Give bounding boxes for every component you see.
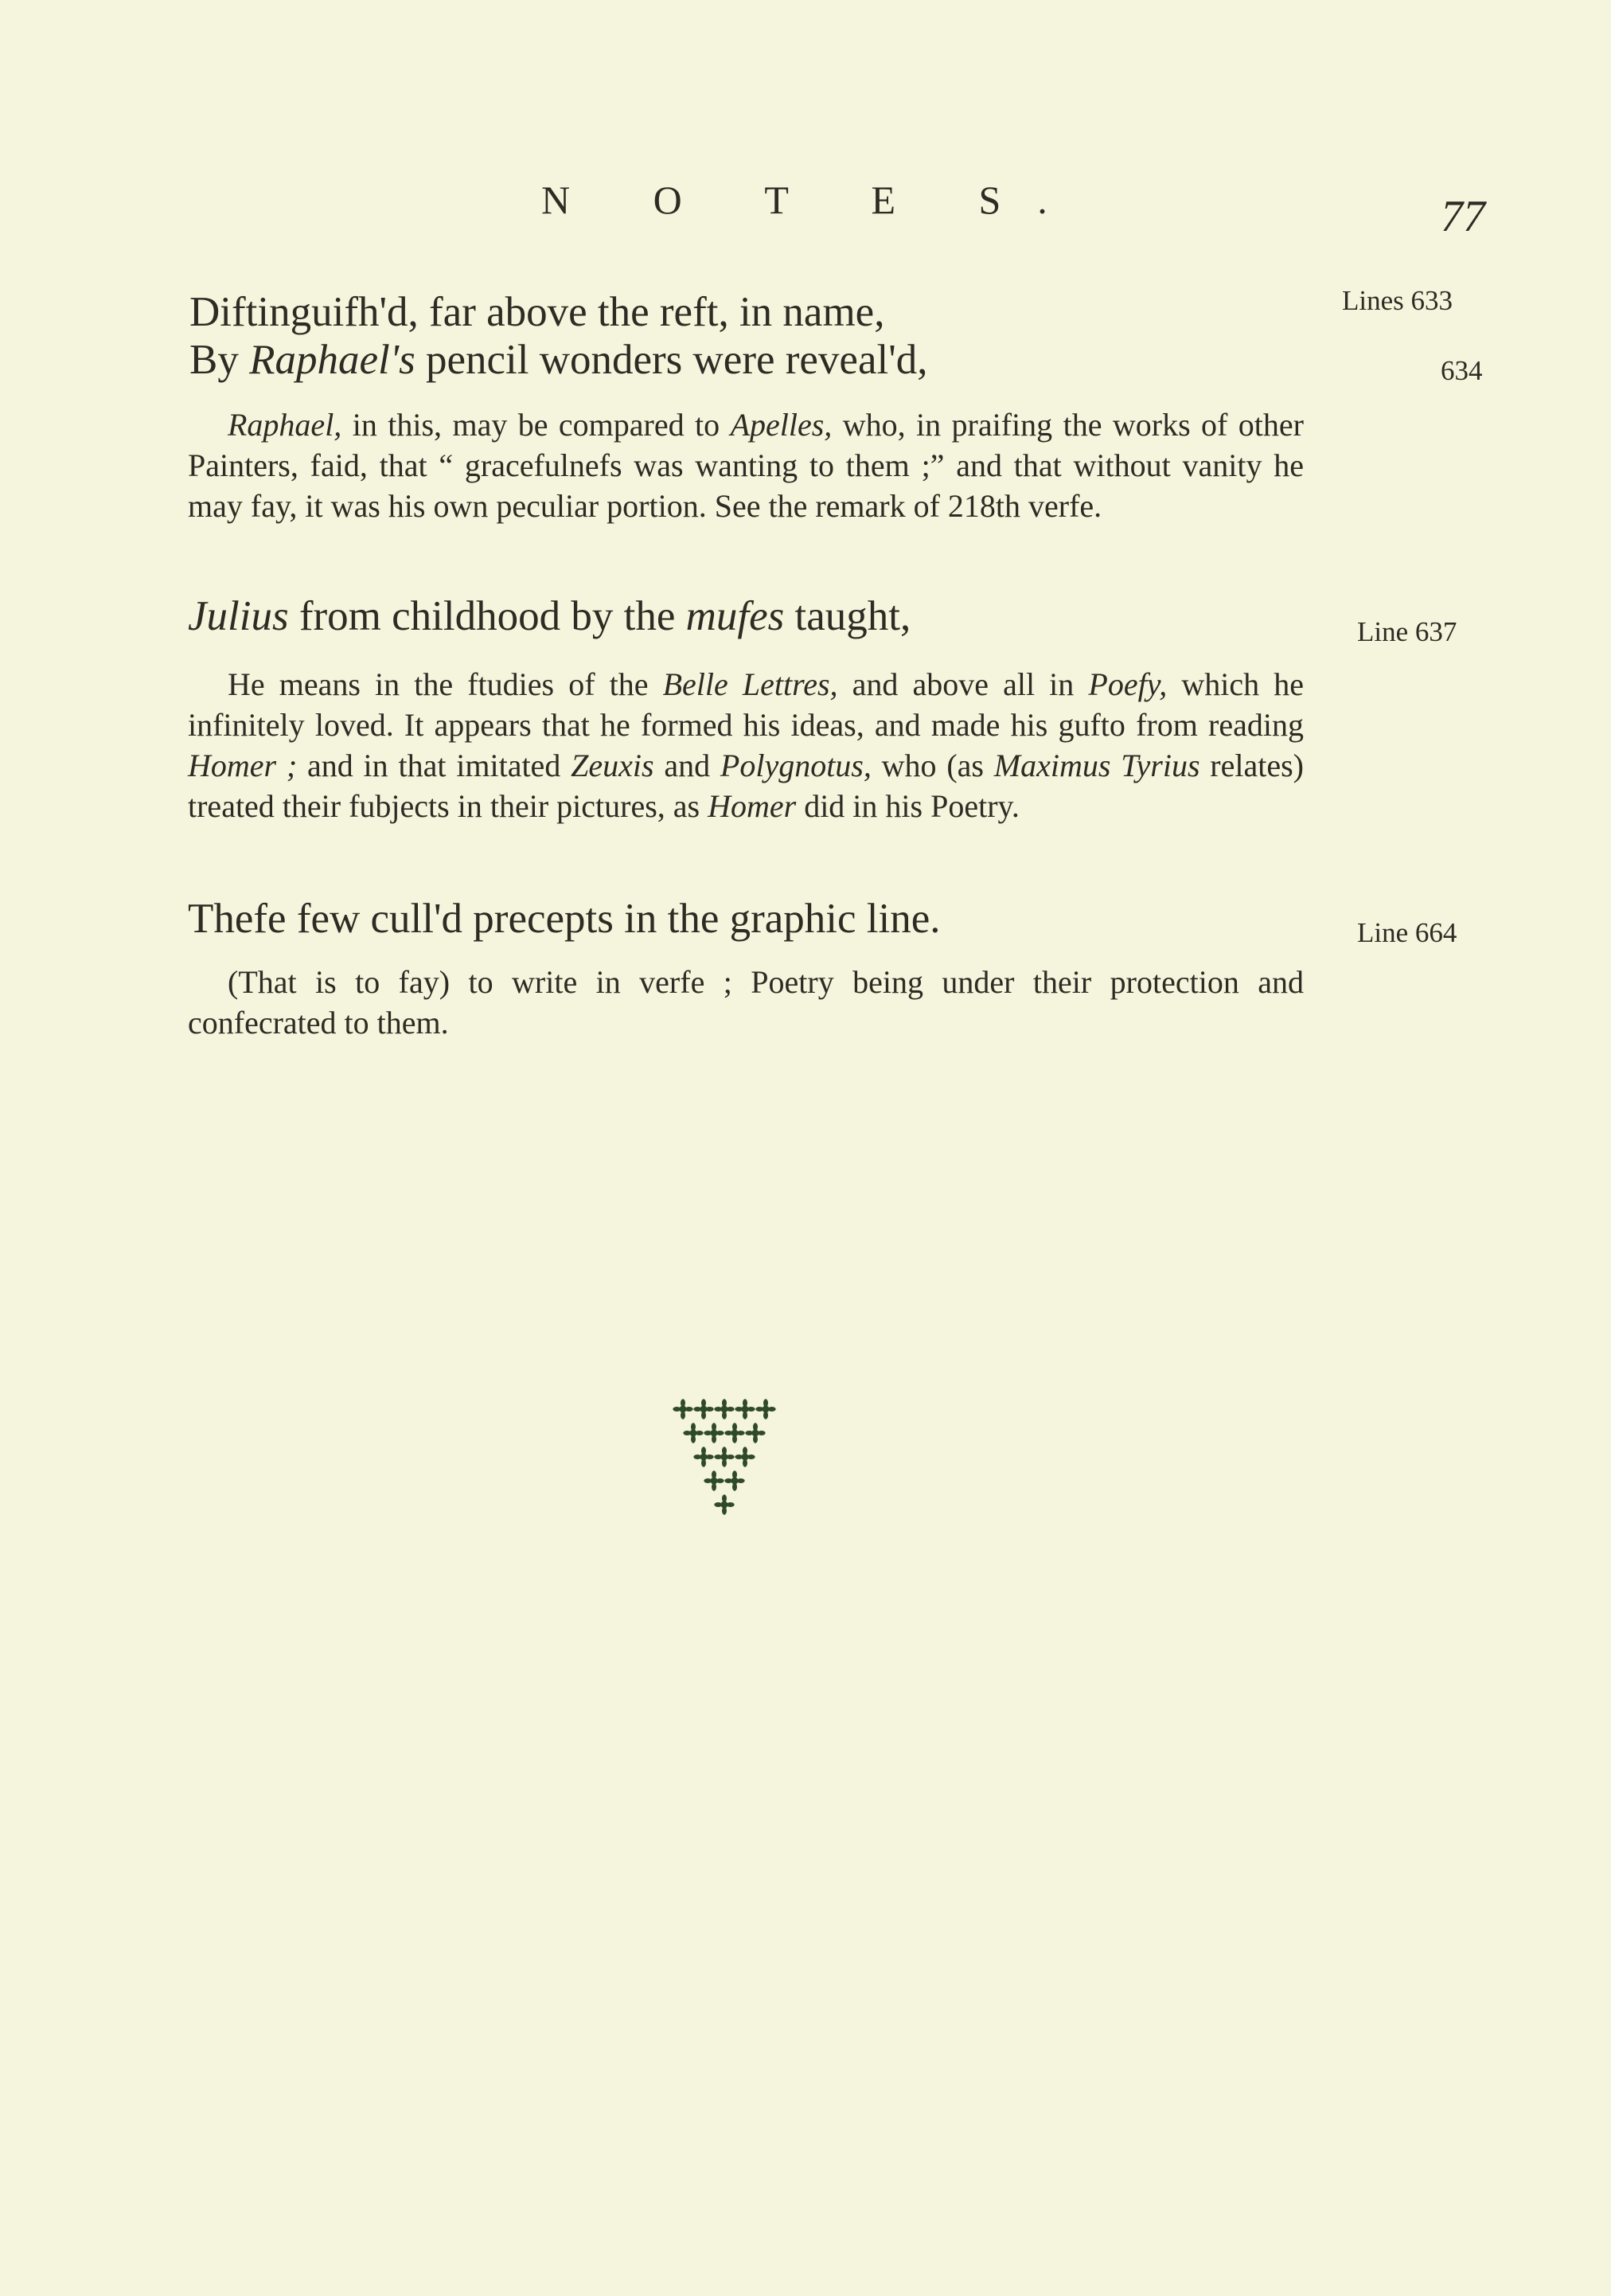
- italic-text: Poefy,: [1088, 666, 1168, 702]
- italic-text: Zeuxis: [571, 748, 654, 783]
- italic-text: Raphael's: [249, 337, 415, 383]
- fleuron: [714, 1447, 734, 1466]
- verse-line: Diftinguifh'd, far above the reft, in name,: [189, 289, 885, 335]
- fleuron: [693, 1447, 713, 1466]
- fleuron: [714, 1494, 734, 1514]
- italic-text: Raphael,: [228, 407, 342, 443]
- fleuron: [755, 1399, 775, 1419]
- margin-line-number: Line 637: [1357, 616, 1457, 647]
- footnote-paragraph: Raphael, in this, may be compared to Apelles, who, in praifing the works of other Painters, faid, that “ gracefulnefs was wanting to them ;” and that without vanity he may fay, it was his own peculiar portion. See the remark of 218th verfe.: [188, 407, 1304, 524]
- margin-line-number: Lines 633: [1342, 285, 1453, 316]
- tail-piece-ornament: [661, 1395, 788, 1530]
- fleuron: [735, 1447, 755, 1466]
- fleuron: [693, 1399, 713, 1419]
- fleuron: [704, 1423, 724, 1443]
- italic-text: Maximus Tyrius: [993, 748, 1200, 783]
- italic-text: mufes: [685, 593, 785, 639]
- italic-text: Polygnotus,: [720, 748, 872, 783]
- verse-line: By Raphael's pencil wonders were reveal'd,: [189, 337, 928, 383]
- fleuron: [724, 1470, 744, 1490]
- italic-text: Belle Lettres,: [662, 666, 838, 702]
- fleuron: [714, 1399, 734, 1419]
- footnote-paragraph: He means in the ftudies of the Belle Lettres, and above all in Poefy, which he infinitely loved. It appears that he formed his ideas, and made his gufto from reading Homer ; and in that imitated Zeuxis and Polygnotus, who (as Maximus Tyrius relates) treated their fubjects in their pictures, as Homer did in his Poetry.: [188, 666, 1305, 824]
- fleuron: [724, 1423, 744, 1443]
- italic-text: Julius: [188, 593, 289, 639]
- fleuron: [735, 1399, 755, 1419]
- page-header: [0, 177, 1611, 240]
- fleuron: [745, 1423, 765, 1443]
- italic-text: Homer ;: [188, 748, 298, 783]
- verse-line: Thefe few cull'd precepts in the graphic line.: [188, 896, 941, 942]
- italic-text: Apelles,: [730, 407, 833, 443]
- verse-line: Julius from childhood by the mufes taught,: [188, 593, 911, 639]
- fleuron-group: [673, 1399, 775, 1514]
- italic-text: Homer: [708, 788, 797, 824]
- footnote-paragraph: (That is to fay) to write in verfe ; Poetry being under their protection and confecrated to them.: [188, 964, 1304, 1041]
- margin-line-number: 634: [1441, 355, 1483, 386]
- running-head: N O T E S.: [541, 178, 1084, 222]
- page-number: 77: [1441, 192, 1485, 241]
- margin-line-number: Line 664: [1357, 917, 1457, 948]
- fleuron: [673, 1399, 692, 1419]
- fleuron: [704, 1470, 724, 1490]
- fleuron: [683, 1423, 703, 1443]
